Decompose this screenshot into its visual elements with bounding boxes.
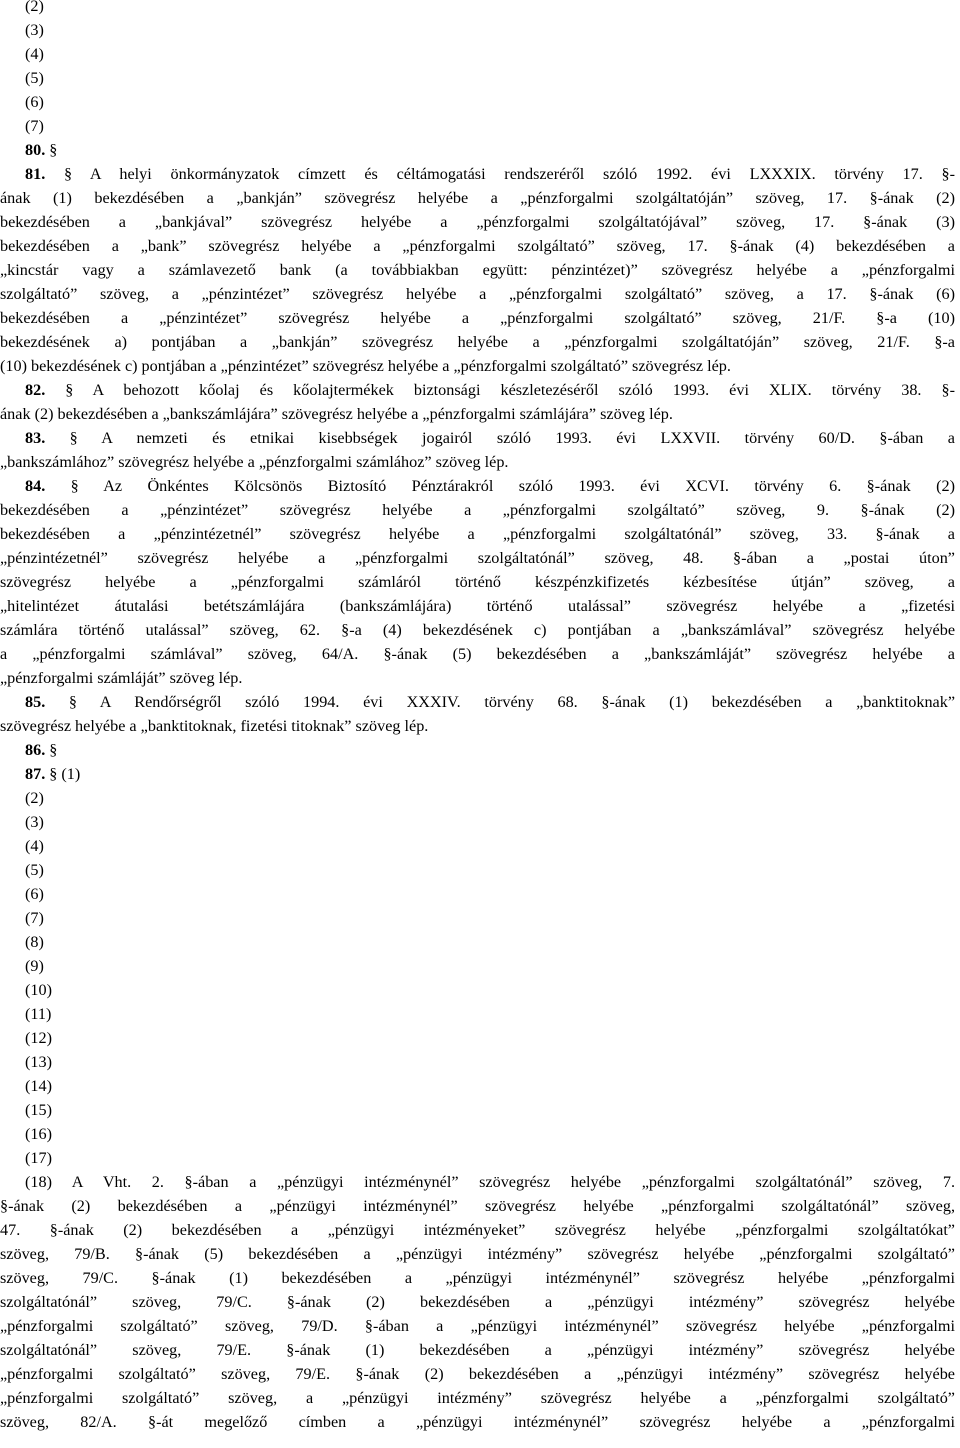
- section-line: 83. § A nemzeti és etnikai kisebbségek jogairól szóló 1993. évi LXXVII. törvény 60/D. §-ában a: [25, 429, 955, 447]
- text-line: szövegrész helyébe a „banktitoknak, fizetési titoknak” szöveg lép.: [0, 717, 429, 735]
- text-line: szöveg, 79/B. §-ának (5) bekezdésében a „pénzügyi intézmény” szövegrész helyébe „pénzforgalmi szolgáltató”: [0, 1245, 955, 1263]
- text-line: „pénzforgalmi számláját” szöveg lép.: [0, 669, 243, 687]
- text-line: bekezdésének a) pontjában a „bankján” szövegrész helyébe a „pénzforgalmi szolgáltatóján” szöveg, 21/F. §-a: [0, 333, 955, 351]
- paragraph-number: (9): [25, 957, 44, 975]
- text-line: szövegrész helyébe a „pénzforgalmi számláról történő készpénzkifizetés kézbesítése útján” szöveg, a: [0, 573, 955, 591]
- paragraph-number: (13): [25, 1053, 52, 1071]
- text-line: bekezdésében a „pénzintézet” szövegrész helyébe a „pénzforgalmi szolgáltató” szöveg, 9. §-ának (2): [0, 501, 955, 519]
- paragraph-number: (2): [25, 0, 44, 15]
- text-line: (10) bekezdésének c) pontjában a „pénzintézet” szövegrész helyébe a „pénzforgalmi szolgáltató” szövegrész lép.: [0, 357, 731, 375]
- section-heading: 87. § (1): [25, 765, 81, 783]
- text-line: „pénzforgalmi szolgáltató” szöveg, 79/D. §-ában a „pénzügyi intézménynél” szövegrész helyébe „pénzforgalmi: [0, 1317, 955, 1335]
- text-line: bekezdésében a „bankjával” szövegrész helyébe a „pénzforgalmi szolgáltatójával” szöveg, 17. §-ának (3): [0, 213, 955, 231]
- section-heading: 86. §: [25, 741, 58, 759]
- paragraph-number: (3): [25, 813, 44, 831]
- text-line: szolgáltatónál” szöveg, 79/E. §-ának (1) bekezdésében a „pénzügyi intézmény” szövegrész helyébe: [0, 1341, 955, 1359]
- paragraph-number: (17): [25, 1149, 52, 1167]
- text-line: §-ának (2) bekezdésében a „pénzügyi intézménynél” szövegrész helyébe „pénzforgalmi szolgáltatónál” szöveg,: [0, 1197, 955, 1215]
- text-line: szolgáltatónál” szöveg, 79/C. §-ának (2) bekezdésében a „pénzügyi intézmény” szövegrész helyébe: [0, 1293, 955, 1311]
- text-line: „pénzforgalmi szolgáltató” szöveg, a „pénzügyi intézmény” szövegrész helyébe a „pénzforgalmi szolgáltató”: [0, 1389, 955, 1407]
- section-number: 85.: [25, 693, 46, 711]
- text-line: „bankszámlához” szövegrész helyébe a „pénzforgalmi számlához” szöveg lép.: [0, 453, 509, 471]
- text-line: szöveg, 82/A. §-át megelőző címben a „pénzügyi intézménynél” szövegrész helyébe a „pénzforgalmi: [0, 1413, 955, 1431]
- text-line: „hitelintézet átutalási betétszámlájára (bankszámlájára) történő utalással” szövegrész helyébe a „fizetési: [0, 597, 955, 615]
- section-line: (18) A Vht. 2. §-ában a „pénzügyi intézménynél” szövegrész helyébe „pénzforgalmi szolgáltatónál” szöveg, 7.: [25, 1173, 955, 1191]
- section-line: 84. § Az Önkéntes Kölcsönös Biztosító Pénztárakról szóló 1993. évi XCVI. törvény 6. §-ának (2): [25, 477, 955, 495]
- text-line: bekezdésében a „pénzintézet” szövegrész helyébe a „pénzforgalmi szolgáltató” szöveg, 21/F. §-a (10): [0, 309, 955, 327]
- paragraph-number: (5): [25, 69, 44, 87]
- text-line: számlára történő utalással” szöveg, 62. §-a (4) bekezdésének c) pontjában a „bankszámlával” szövegrész helyébe: [0, 621, 955, 639]
- paragraph-number: (16): [25, 1125, 52, 1143]
- text-line: „pénzintézetnél” szövegrész helyébe a „pénzforgalmi szolgáltatónál” szöveg, 48. §-ában a „postai úton”: [0, 549, 955, 567]
- section-line: 85. § A Rendőrségről szóló 1994. évi XXXIV. törvény 68. §-ának (1) bekezdésében a „banktitoknak”: [25, 693, 955, 711]
- text-line: ának (1) bekezdésében a „bankján” szövegrész helyébe a „pénzforgalmi szolgáltatóján” szöveg, 17. §-ának (2): [0, 189, 955, 207]
- text-line: szolgáltató” szöveg, a „pénzintézet” szövegrész helyébe a „pénzforgalmi szolgáltató” szöveg, a 17. §-ának (6): [0, 285, 955, 303]
- text-line: bekezdésében a „bank” szövegrész helyébe a „pénzforgalmi szolgáltató” szöveg, 17. §-ának (4) bekezdésében a: [0, 237, 955, 255]
- text-line: bekezdésében a „pénzintézetnél” szövegrész helyébe a „pénzforgalmi szolgáltatónál” szöveg, 33. §-ának a: [0, 525, 955, 543]
- paragraph-number: (6): [25, 885, 44, 903]
- paragraph-number: (11): [25, 1005, 52, 1023]
- section-line: 81. § A helyi önkormányzatok címzett és céltámogatási rendszeréről szóló 1992. évi LXXXIX. törvény 17. §-: [25, 165, 955, 183]
- paragraph-number: (6): [25, 93, 44, 111]
- paragraph-number: (4): [25, 837, 44, 855]
- section-line: 82. § A behozott kőolaj és kőolajtermékek biztonsági készletezéséről szóló 1993. évi XLIX. törvény 38. §-: [25, 381, 955, 399]
- section-heading: 80. §: [25, 141, 58, 159]
- text-line: „pénzforgalmi szolgáltató” szöveg, 79/E. §-ának (2) bekezdésében a „pénzügyi intézmény” szövegrész helyébe: [0, 1365, 955, 1383]
- text-line: „kincstár vagy a számlavezető bank (a továbbiakban együtt: pénzintézet)” szövegrész helyébe a „pénzforgalmi: [0, 261, 955, 279]
- paragraph-number: (14): [25, 1077, 52, 1095]
- section-number: 81.: [25, 165, 46, 183]
- text-line: ának (2) bekezdésében a „bankszámlájára” szövegrész helyébe a „pénzforgalmi számlájára” szöveg lép.: [0, 405, 673, 423]
- paragraph-number: (7): [25, 117, 44, 135]
- paragraph-number: (3): [25, 21, 44, 39]
- section-number: 80.: [25, 141, 46, 159]
- section-number: 87.: [25, 765, 46, 783]
- paragraph-number: (5): [25, 861, 44, 879]
- section-number: 82.: [25, 381, 46, 399]
- paragraph-number: (15): [25, 1101, 52, 1119]
- section-number: 86.: [25, 741, 46, 759]
- text-line: szöveg, 79/C. §-ának (1) bekezdésében a „pénzügyi intézménynél” szövegrész helyébe „pénzforgalmi: [0, 1269, 955, 1287]
- section-number: 84.: [25, 477, 46, 495]
- section-number: 83.: [25, 429, 46, 447]
- paragraph-number: (10): [25, 981, 52, 999]
- paragraph-number: (8): [25, 933, 44, 951]
- paragraph-number: (2): [25, 789, 44, 807]
- paragraph-number: (7): [25, 909, 44, 927]
- text-line: 47. §-ának (2) bekezdésében a „pénzügyi intézményeket” szövegrész helyébe „pénzforgalmi szolgáltatókat”: [0, 1221, 955, 1239]
- paragraph-number: (4): [25, 45, 44, 63]
- paragraph-number: (12): [25, 1029, 52, 1047]
- text-line: a „pénzforgalmi számlával” szöveg, 64/A. §-ának (5) bekezdésében a „bankszámláját” szövegrész helyébe a: [0, 645, 955, 663]
